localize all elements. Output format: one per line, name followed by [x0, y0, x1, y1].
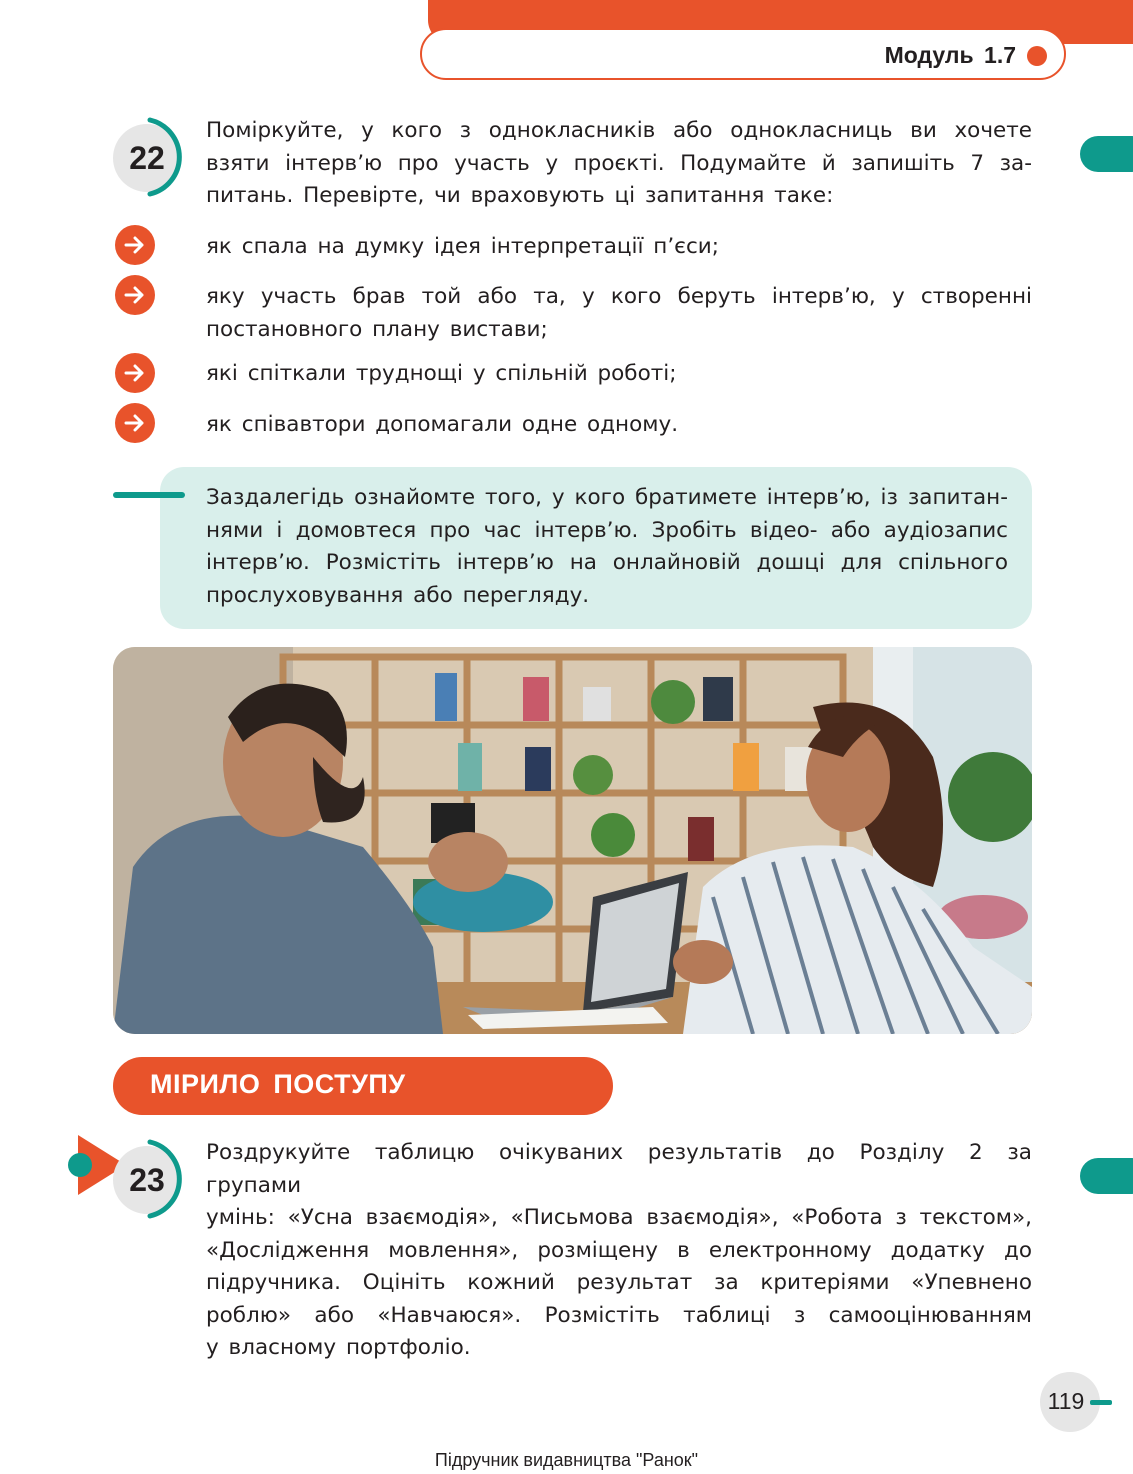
- bullet-item: [206, 231, 1032, 264]
- note-text: [206, 482, 1008, 612]
- page-number-marker: [1090, 1400, 1112, 1405]
- publisher-footer: Підручник видавництва "Ранок": [434, 1450, 699, 1470]
- bullet-item: [206, 409, 1032, 442]
- text-line: взяти інтерв’ю про участь у проєкті. Подумайте й запишіть 7 за-: [206, 150, 1032, 176]
- side-tab-bottom: [1080, 1158, 1133, 1194]
- text-line: «Дослідження мовлення», розміщену в електронному додатку до: [206, 1237, 1032, 1263]
- text-line: Роздрукуйте таблицю очікуваних результатів до Розділу 2 за групами: [206, 1140, 1032, 1198]
- text-line: як співавтори допомагали одне одному.: [206, 412, 679, 437]
- text-line: Поміркуйте, у кого з однокласників або однокласниць ви хочете: [206, 118, 1032, 143]
- text-line: Заздалегідь ознайомте того, у кого братимете інтерв’ю, із запитан-: [206, 485, 1008, 510]
- arrow-right-icon: [115, 403, 155, 443]
- text-line: підручника. Оцініть кожний результат за критеріями «Упевнено: [206, 1270, 1032, 1295]
- text-line: постановного плану вистави;: [206, 316, 548, 342]
- text-line: яку участь брав той або та, у кого беруть інтерв’ю, у створенні: [206, 284, 1032, 309]
- task-22-intro: [206, 115, 1032, 213]
- task-22-number: 22: [129, 140, 165, 176]
- module-label: Модуль 1.7: [884, 42, 1016, 68]
- page-number: 119: [1047, 1388, 1085, 1414]
- bullet-item: [206, 358, 1032, 391]
- task-23-number: 23: [129, 1162, 165, 1198]
- text-line: нями і домовтеся про час інтерв’ю. Зробіть відео- або аудіозапис: [206, 517, 1008, 543]
- arrow-right-icon: [115, 275, 155, 315]
- text-line: інтерв’ю. Розмістіть інтерв’ю на онлайновій дошці для спільного: [206, 550, 1008, 575]
- text-line: які спіткали труднощі у спільній роботі;: [206, 361, 677, 386]
- text-line: роблю» або «Навчаюся». Розмістіть таблиці з самооцінюванням: [206, 1302, 1032, 1328]
- note-marker: [113, 492, 185, 498]
- interview-photo: [113, 647, 1032, 1034]
- text-line: прослуховування або перегляду.: [206, 582, 590, 608]
- text-line: як спала на думку ідея інтерпретації п’єси;: [206, 234, 720, 259]
- arrow-right-icon: [115, 225, 155, 265]
- side-tab-top: [1080, 136, 1133, 172]
- section-title: МІРИЛО ПОСТУПУ: [150, 1069, 406, 1099]
- module-dot-icon: [1027, 46, 1047, 66]
- text-line: у власному портфоліо.: [206, 1335, 471, 1360]
- text-line: питань. Перевірте, чи враховують ці запитання таке:: [206, 183, 834, 208]
- task-23-text: [206, 1137, 1032, 1365]
- text-line: умінь: «Усна взаємодія», «Письмова взаємодія», «Робота з текстом»,: [206, 1205, 1032, 1230]
- arrow-right-icon: [115, 353, 155, 393]
- bullet-item: [206, 281, 1032, 346]
